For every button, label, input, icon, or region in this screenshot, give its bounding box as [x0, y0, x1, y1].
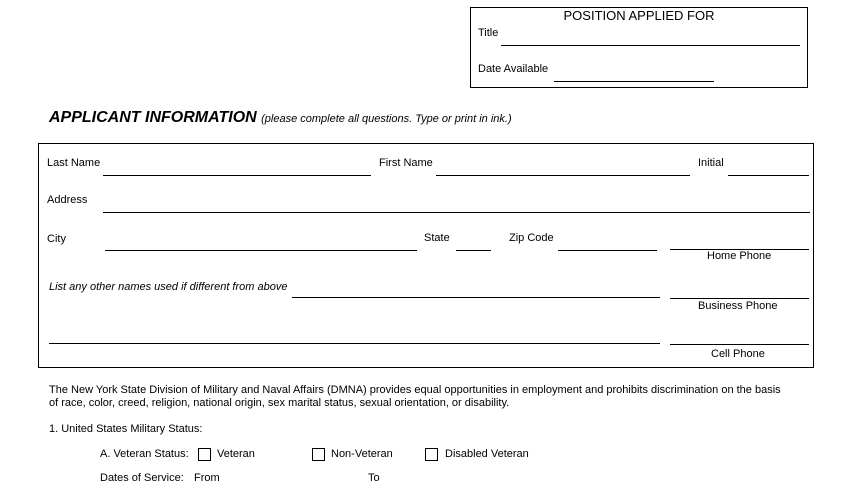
applicant-heading: APPLICANT INFORMATION: [49, 109, 257, 126]
position-heading: POSITION APPLIED FOR: [563, 8, 715, 23]
other-names-field-2[interactable]: [49, 343, 660, 344]
zip-code-label: Zip Code: [509, 232, 554, 244]
applicant-heading-row: [49, 109, 512, 127]
last-name-field[interactable]: [103, 175, 371, 176]
veteran-option-label: Veteran: [217, 448, 255, 460]
first-name-label: First Name: [379, 157, 433, 169]
first-name-field[interactable]: [436, 175, 690, 176]
military-status-question: 1. United States Military Status:: [49, 423, 203, 435]
business-phone-field[interactable]: [670, 298, 809, 299]
address-label: Address: [47, 194, 88, 206]
business-phone-label: Business Phone: [698, 300, 778, 312]
eeo-notice-line-1: The New York State Division of Military and Naval Affairs (DMNA) provides equal opportunities in employment and prohibits discrimination on the basis: [49, 384, 781, 396]
veteran-checkbox[interactable]: [198, 448, 211, 461]
city-label: City: [47, 233, 66, 245]
cell-phone-label: Cell Phone: [711, 348, 765, 360]
address-field[interactable]: [103, 212, 810, 213]
applicant-subheading: (please complete all questions. Type or print in ink.): [261, 113, 512, 125]
from-label: From: [194, 472, 220, 484]
other-names-label: List any other names used if different from above: [49, 281, 288, 293]
zip-code-field[interactable]: [558, 250, 657, 251]
city-field[interactable]: [105, 250, 417, 251]
disabled-veteran-option-label: Disabled Veteran: [445, 448, 529, 460]
initial-field[interactable]: [728, 175, 809, 176]
dates-of-service-label: Dates of Service:: [100, 472, 184, 484]
non-veteran-checkbox[interactable]: [312, 448, 325, 461]
applicant-info-box: [38, 143, 814, 368]
home-phone-label: Home Phone: [707, 250, 772, 262]
to-label: To: [368, 472, 380, 484]
title-field[interactable]: [501, 45, 800, 46]
state-label: State: [424, 232, 450, 244]
non-veteran-option-label: Non-Veteran: [331, 448, 393, 460]
other-names-field[interactable]: [292, 297, 660, 298]
state-field[interactable]: [456, 250, 491, 251]
disabled-veteran-checkbox[interactable]: [425, 448, 438, 461]
title-label: Title: [478, 27, 499, 39]
initial-label: Initial: [698, 157, 724, 169]
veteran-status-label: A. Veteran Status:: [100, 448, 189, 460]
eeo-notice-line-2: of race, color, creed, religion, national origin, sex marital status, sexual orientation, or disability.: [49, 397, 510, 409]
date-available-field[interactable]: [554, 81, 714, 82]
last-name-label: Last Name: [47, 157, 101, 169]
date-available-label: Date Available: [478, 63, 549, 75]
cell-phone-field[interactable]: [670, 344, 809, 345]
